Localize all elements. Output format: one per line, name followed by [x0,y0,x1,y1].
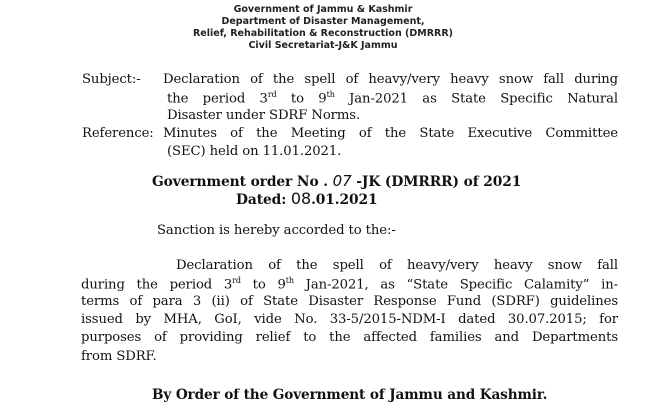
dated-day-handwritten: 08 [290,189,312,208]
reference-line: (SEC) held on 11.01.2021. [167,144,342,159]
order-prefix: Government order No . [152,174,328,190]
body-line: purposes of providing relief to the affected families and Departments [81,330,618,345]
order-number-handwritten: 07 [332,172,352,190]
header-line: Relief, Rehabilitation & Reconstruction (DMRRR) [192,28,453,39]
body-line: issued by MHA, GoI, vide No. 33-5/2015-NDM-I dated 30.07.2015; for [81,312,618,327]
body-line: during the period 3rd to 9th Jan-2021, as “State Specific Calamity” in- [81,276,618,293]
subject-line: Disaster under SDRF Norms. [167,108,361,123]
subject-label: Subject:- [82,72,141,87]
order-date [236,189,378,208]
sanction-text: Sanction is hereby accorded to the:- [157,223,396,238]
dated-label: Dated: [236,192,287,208]
order-number [152,172,521,190]
body-line: terms of para 3 (ii) of State Disaster Response Fund (SDRF) guidelines [81,294,618,309]
reference-label: Reference: [82,126,154,141]
header-line: Department of Disaster Management, [221,16,425,27]
closing-line: By Order of the Government of Jammu and Kashmir. [152,387,548,403]
subject-line: Declaration of the spell of heavy/very heavy snow fall during [163,72,618,87]
dated-rest: .01.2021 [311,192,378,208]
header-line: Government of Jammu & Kashmir [233,4,413,15]
subject-line: the period 3rd to 9th Jan-2021 as State Specific Natural [167,90,618,107]
header-line: Civil Secretariat-J&K Jammu [248,40,398,51]
body-line: Declaration of the spell of heavy/very heavy snow fall [176,258,618,273]
reference-line: Minutes of the Meeting of the State Executive Committee [163,126,618,141]
body-line: from SDRF. [81,349,157,364]
order-suffix: -JK (DMRRR) of 2021 [356,174,522,190]
